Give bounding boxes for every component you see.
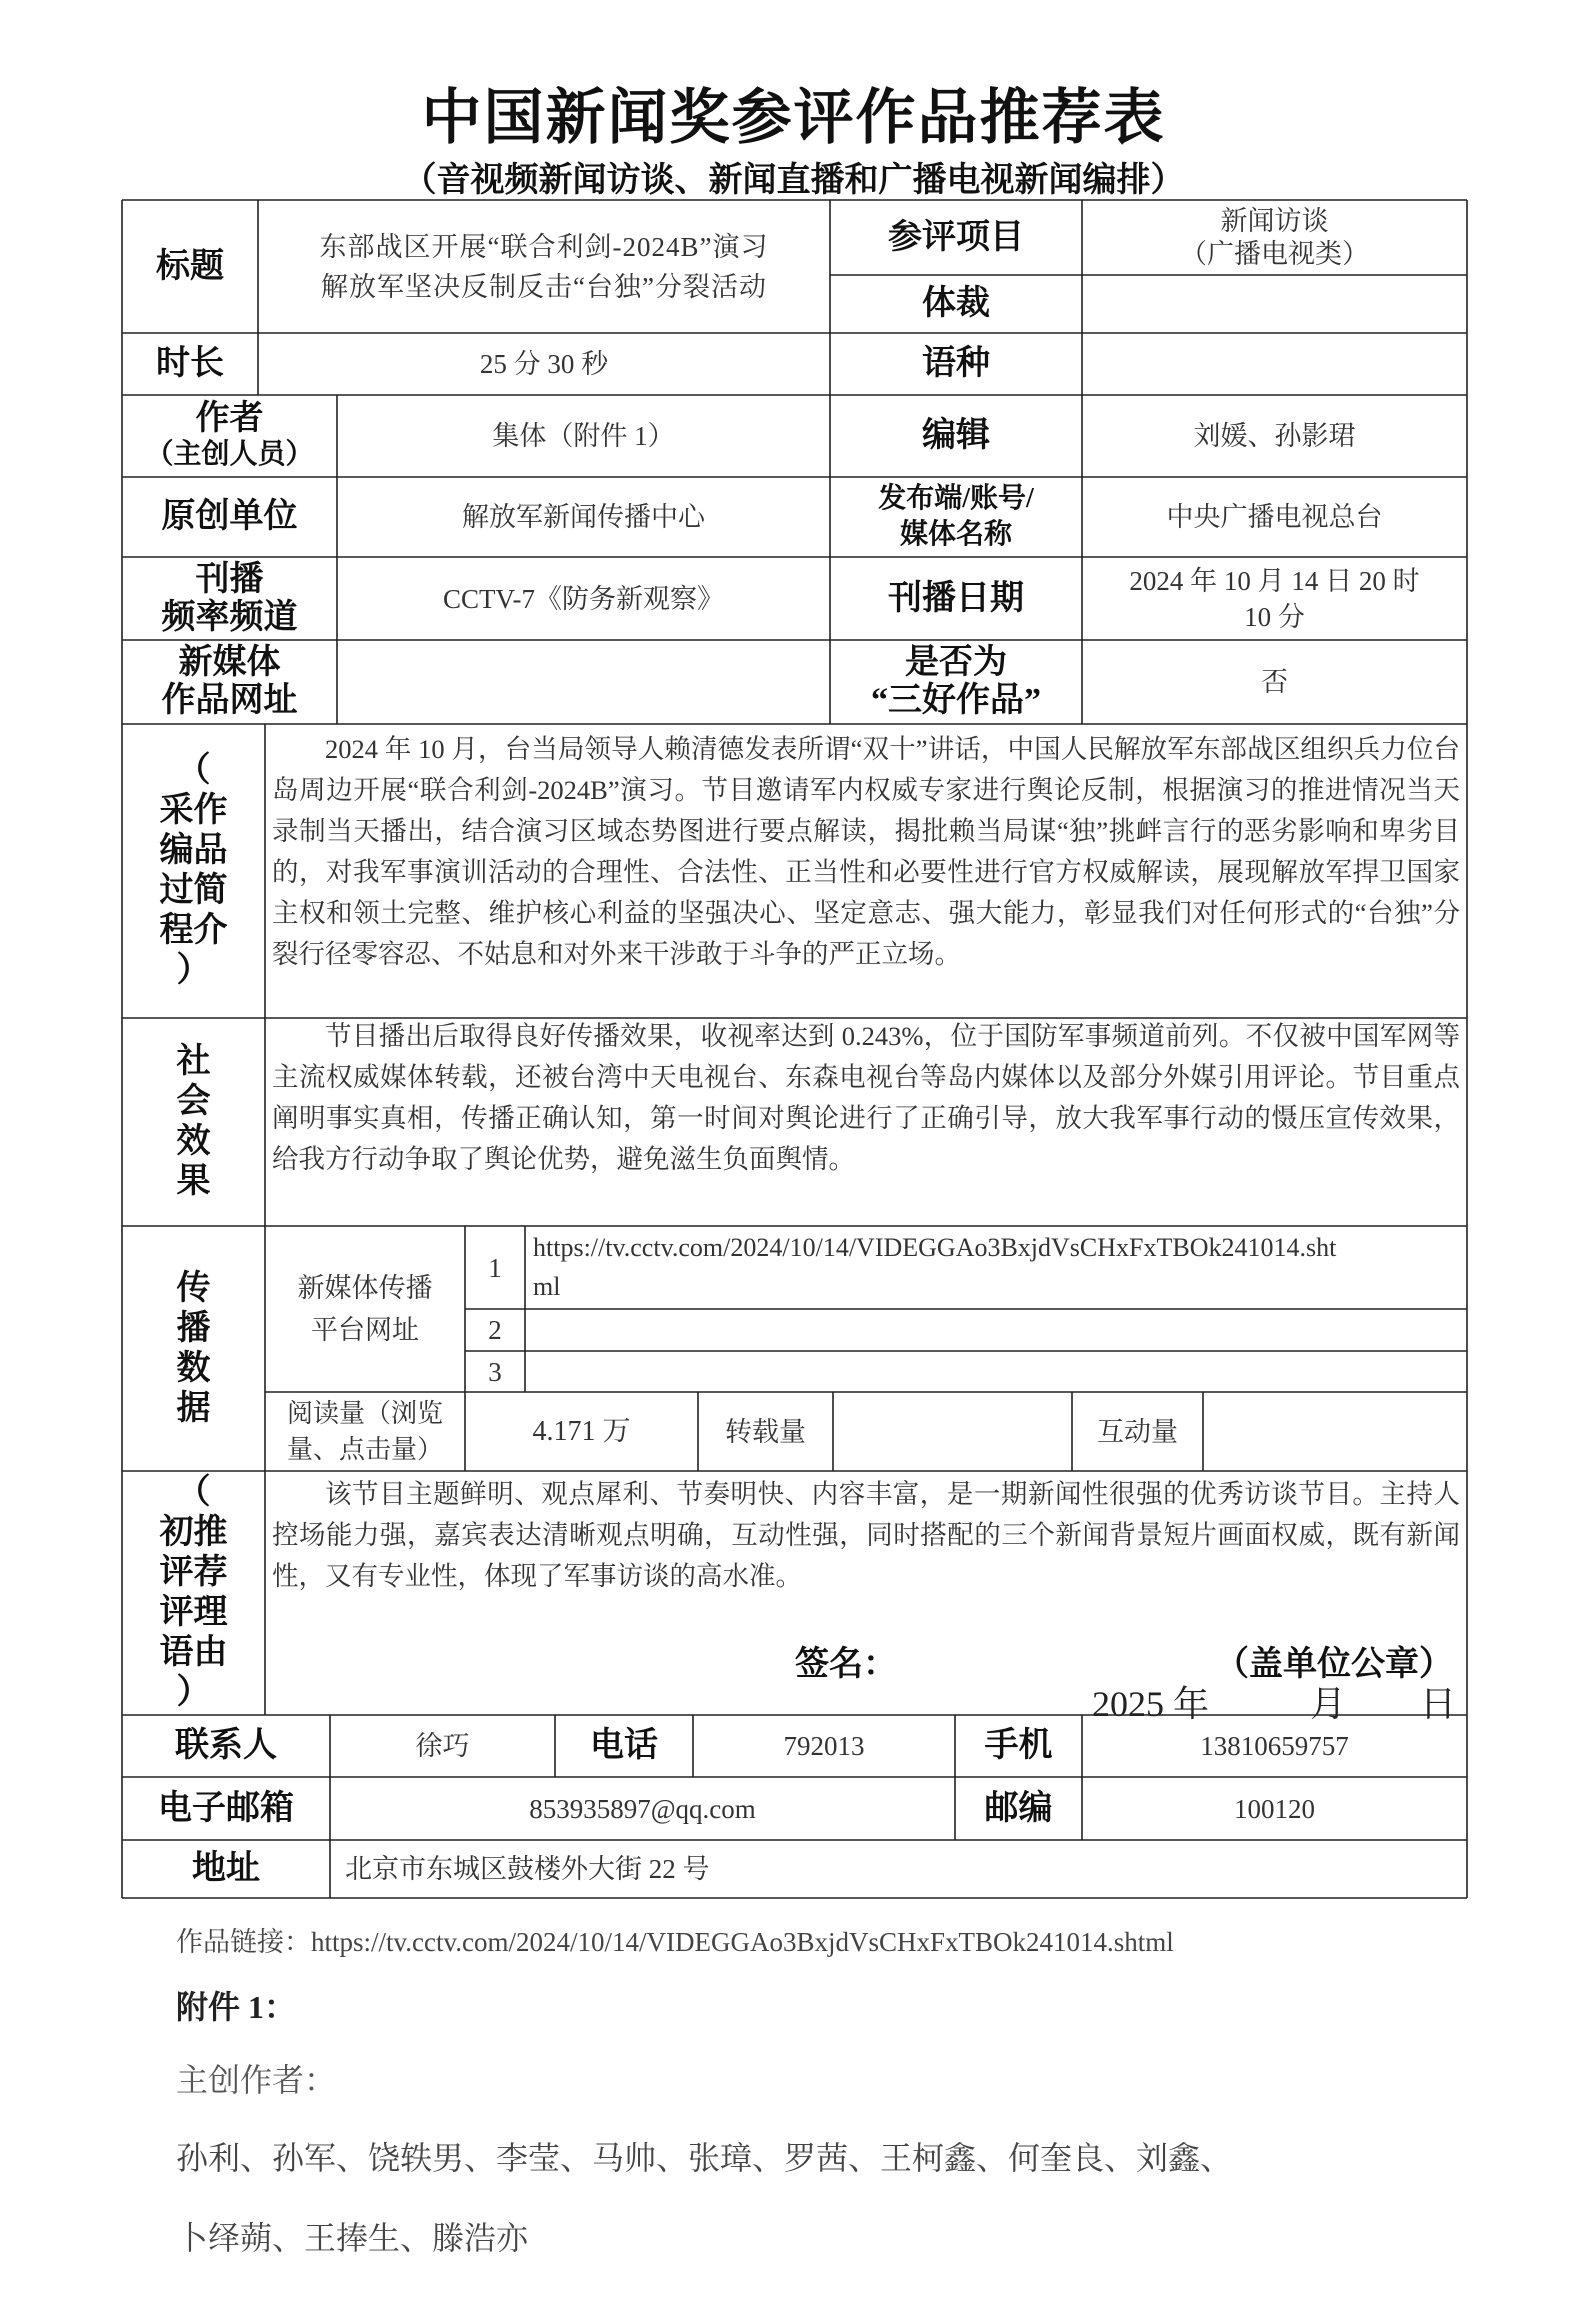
- label-spread-char: 数: [176, 1349, 211, 1387]
- label-newmedia-line-2: 作品网址: [161, 682, 298, 719]
- title-line-2: 解放军坚决反制反击“台独”分裂活动: [321, 271, 767, 302]
- label-good-work: [830, 640, 1082, 724]
- label-recommend-part: ）: [176, 1674, 211, 1711]
- phone-value: 792013: [783, 1731, 865, 1761]
- spread-url-1[interactable]: [533, 1228, 1463, 1307]
- title-value: [258, 210, 830, 323]
- label-air-date: 刊播日期: [888, 579, 1024, 617]
- label-title: 标题: [156, 247, 224, 285]
- label-process-part: 过简: [159, 872, 228, 909]
- label-phone: 电话: [590, 1727, 658, 1764]
- creators-label: 主创作者：: [176, 2062, 337, 2098]
- label-channel-line-2: 频率频道: [161, 598, 298, 636]
- label-newmedia: [122, 640, 337, 724]
- label-process-part: ）: [176, 952, 211, 989]
- label-process-part: 编品: [159, 832, 228, 869]
- label-effect-char: 效: [176, 1123, 211, 1160]
- label-effect-char: 会: [176, 1083, 211, 1120]
- recommend-text: 该节目主题鲜明、观点犀利、节奏明快、内容丰富，是一期新闻性很强的优秀访谈节目。主持人控场能力强，嘉宾表达清晰观点明确，互动性强，同时搭配的三个新闻背景短片画面权威，既有新闻性，又有专业性，体现了军事访谈的高水准。: [272, 1479, 1460, 1591]
- email-value[interactable]: 853935897@qq.com: [529, 1793, 756, 1824]
- label-contact: 联系人: [175, 1727, 277, 1764]
- label-duration: 时长: [156, 345, 224, 382]
- label-effect: [122, 1018, 265, 1226]
- label-recommend-part: 评荐: [159, 1554, 228, 1591]
- title-line-1: 东部战区开展“联合利剑-2024B”演习: [319, 231, 769, 262]
- label-process: [122, 724, 265, 1018]
- date-day: 日: [1420, 1684, 1457, 1724]
- label-recommend-part: 评理: [159, 1594, 228, 1631]
- spread-row-number: 1: [488, 1252, 502, 1283]
- work-link-url[interactable]: https://tv.cctv.com/2024/10/14/VIDEGGAo3BxjdVsCHxFxTBOk241014.shtml: [311, 1927, 1174, 1957]
- spread-row-number: 3: [488, 1356, 502, 1387]
- spread-url-1-line-2: ml: [533, 1272, 561, 1301]
- creators-line-1: 孙利、孙军、饶轶男、李莹、马帅、张璋、罗茜、王柯鑫、何奎良、刘鑫、: [176, 2140, 1233, 2176]
- label-spread-char: 播: [176, 1309, 211, 1347]
- label-channel-line-1: 刊播: [195, 560, 264, 598]
- language-value: [1082, 333, 1467, 395]
- good-work-value: 否: [1261, 667, 1288, 697]
- label-reads-line-1: 阅读量（浏览: [286, 1398, 443, 1428]
- label-newmedia-line-1: 新媒体: [178, 644, 281, 681]
- address-value: 北京市东城区鼓楼外大街 22 号: [345, 1854, 710, 1884]
- work-link-label: 作品链接：: [176, 1927, 311, 1957]
- air-date-line-1: 2024 年 10 月 14 日 20 时: [1129, 565, 1420, 596]
- label-process-part: （: [176, 752, 211, 789]
- label-publisher-line-2: 媒体名称: [899, 519, 1012, 550]
- label-reposts: 转载量: [725, 1416, 806, 1447]
- category-line-1: 新闻访谈: [1220, 205, 1329, 236]
- publisher-value: 中央广播电视总台: [1166, 502, 1383, 532]
- label-spread-platform: [265, 1226, 465, 1392]
- label-reads: [265, 1392, 465, 1471]
- label-recommend: [122, 1471, 265, 1715]
- label-recommend-part: （: [176, 1474, 211, 1511]
- label-channel: [122, 557, 337, 640]
- signature-label: 签名：: [795, 1646, 897, 1683]
- process-text: 2024 年 10 月，台当局领导人赖清德发表所谓“双十”讲话，中国人民解放军东部战区组织兵力位台岛周边开展“联合利剑-2024B”演习。节目邀请军内权威专家进行舆论反制，根据演习的推进情况当天录制当天播出，结合演习区域态势图进行要点解读，揭批赖当局谋“独”挑衅言行的恶劣影响和卑劣目的，对我军事演训活动的合理性、合法性、正当性和必要性进行官方权威解读，展现解放军捍卫国家主权和领土完整、维护核心利益的坚强决心、坚定意志、强大能力，彰显我们对任何形式的“台独”分裂行径零容忍、不姑息和对外来干涉敢于斗争的严正立场。: [272, 734, 1460, 969]
- label-publisher: [830, 477, 1082, 557]
- attachment-heading: 附件 1：: [176, 1989, 297, 2025]
- page-title: 中国新闻奖参评作品推荐表: [421, 83, 1166, 153]
- label-genre: 体裁: [922, 285, 990, 322]
- label-recommend-part: 初推: [159, 1514, 228, 1551]
- genre-value: [1082, 275, 1467, 333]
- air-date-value: [1082, 557, 1467, 640]
- label-orig-unit: 原创单位: [161, 498, 298, 535]
- effect-text: 节目播出后取得良好传播效果，收视率达到 0.243%，位于国防军事频道前列。不仅被中国军网等主流权威媒体转载，还被台湾中天电视台、东森电视台等岛内媒体以及部分外媒引用评论。节目重点阐明事实真相，传播正确认知，第一时间对舆论进行了正确引导，放大我军事行动的慑压宣传效果，给我方行动争取了舆论优势，避免滋生负面舆情。: [272, 1021, 1460, 1174]
- label-author-main: 作者: [195, 400, 264, 437]
- label-mobile: 手机: [984, 1727, 1053, 1764]
- label-recommend-part: 语由: [159, 1634, 228, 1671]
- reads-value: 4.171 万: [532, 1415, 631, 1447]
- date-month: 月: [1310, 1684, 1347, 1724]
- seal-label: （盖单位公章）: [1215, 1646, 1453, 1683]
- label-process-part: 程介: [159, 912, 228, 949]
- label-spread-platform-line-1: 新媒体传播: [297, 1273, 433, 1303]
- label-good-work-line-1: 是否为: [905, 644, 1007, 681]
- label-postcode: 邮编: [984, 1789, 1053, 1827]
- label-interactions: 互动量: [1097, 1416, 1178, 1447]
- label-process-part: 采作: [159, 792, 228, 829]
- label-editor: 编辑: [922, 417, 990, 454]
- reposts-value: [833, 1392, 1072, 1471]
- category-line-2: （广播电视类）: [1180, 238, 1369, 269]
- interactions-value: [1203, 1392, 1467, 1471]
- channel-value: CCTV-7《防务新观察》: [442, 583, 725, 614]
- label-effect-char: 社: [176, 1043, 211, 1080]
- duration-value: 25 分 30 秒: [479, 349, 609, 379]
- label-reads-line-2: 量、点击量）: [286, 1434, 443, 1464]
- spread-url-2[interactable]: [525, 1309, 1467, 1351]
- category-value: [1082, 200, 1467, 275]
- orig-unit-value: 解放军新闻传播中心: [462, 502, 705, 532]
- label-language: 语种: [922, 345, 990, 382]
- contact-value: 徐巧: [415, 1731, 470, 1761]
- spread-url-1-line-1: https://tv.cctv.com/2024/10/14/VIDEGGAo3BxjdVsCHxFxTBOk241014.sht: [533, 1233, 1337, 1262]
- spread-row-number: 2: [488, 1315, 502, 1345]
- date-year: 2025 年: [1092, 1684, 1210, 1724]
- label-author-note: （主创人员）: [145, 439, 314, 470]
- mobile-value: 13810659757: [1200, 1731, 1349, 1761]
- newmedia-url-value[interactable]: [337, 640, 830, 724]
- author-value: 集体（附件 1）: [492, 421, 675, 451]
- label-spread-char: 据: [176, 1389, 211, 1427]
- page-subtitle: （音视频新闻访谈、新闻直播和广播电视新闻编排）: [402, 162, 1185, 199]
- label-publisher-line-1: 发布端/账号/: [878, 483, 1034, 514]
- label-spread-char: 传: [176, 1269, 211, 1307]
- creators-line-2: 卜绎蒴、王捧生、滕浩亦: [176, 2220, 529, 2256]
- spread-url-3[interactable]: [525, 1351, 1467, 1392]
- label-good-work-line-2: “三好作品”: [871, 682, 1041, 719]
- label-effect-char: 果: [176, 1163, 211, 1200]
- label-email: 电子邮箱: [158, 1789, 294, 1827]
- label-address: 地址: [192, 1850, 260, 1887]
- work-link[interactable]: [176, 1920, 1174, 1959]
- editor-value: 刘媛、孙影珺: [1193, 421, 1356, 451]
- label-category: 参评项目: [888, 218, 1024, 256]
- label-spread-platform-line-2: 平台网址: [311, 1315, 419, 1345]
- postcode-value: 100120: [1234, 1793, 1315, 1824]
- label-author: [122, 395, 337, 477]
- air-date-line-2: 10 分: [1244, 601, 1305, 632]
- label-spread: [122, 1226, 265, 1471]
